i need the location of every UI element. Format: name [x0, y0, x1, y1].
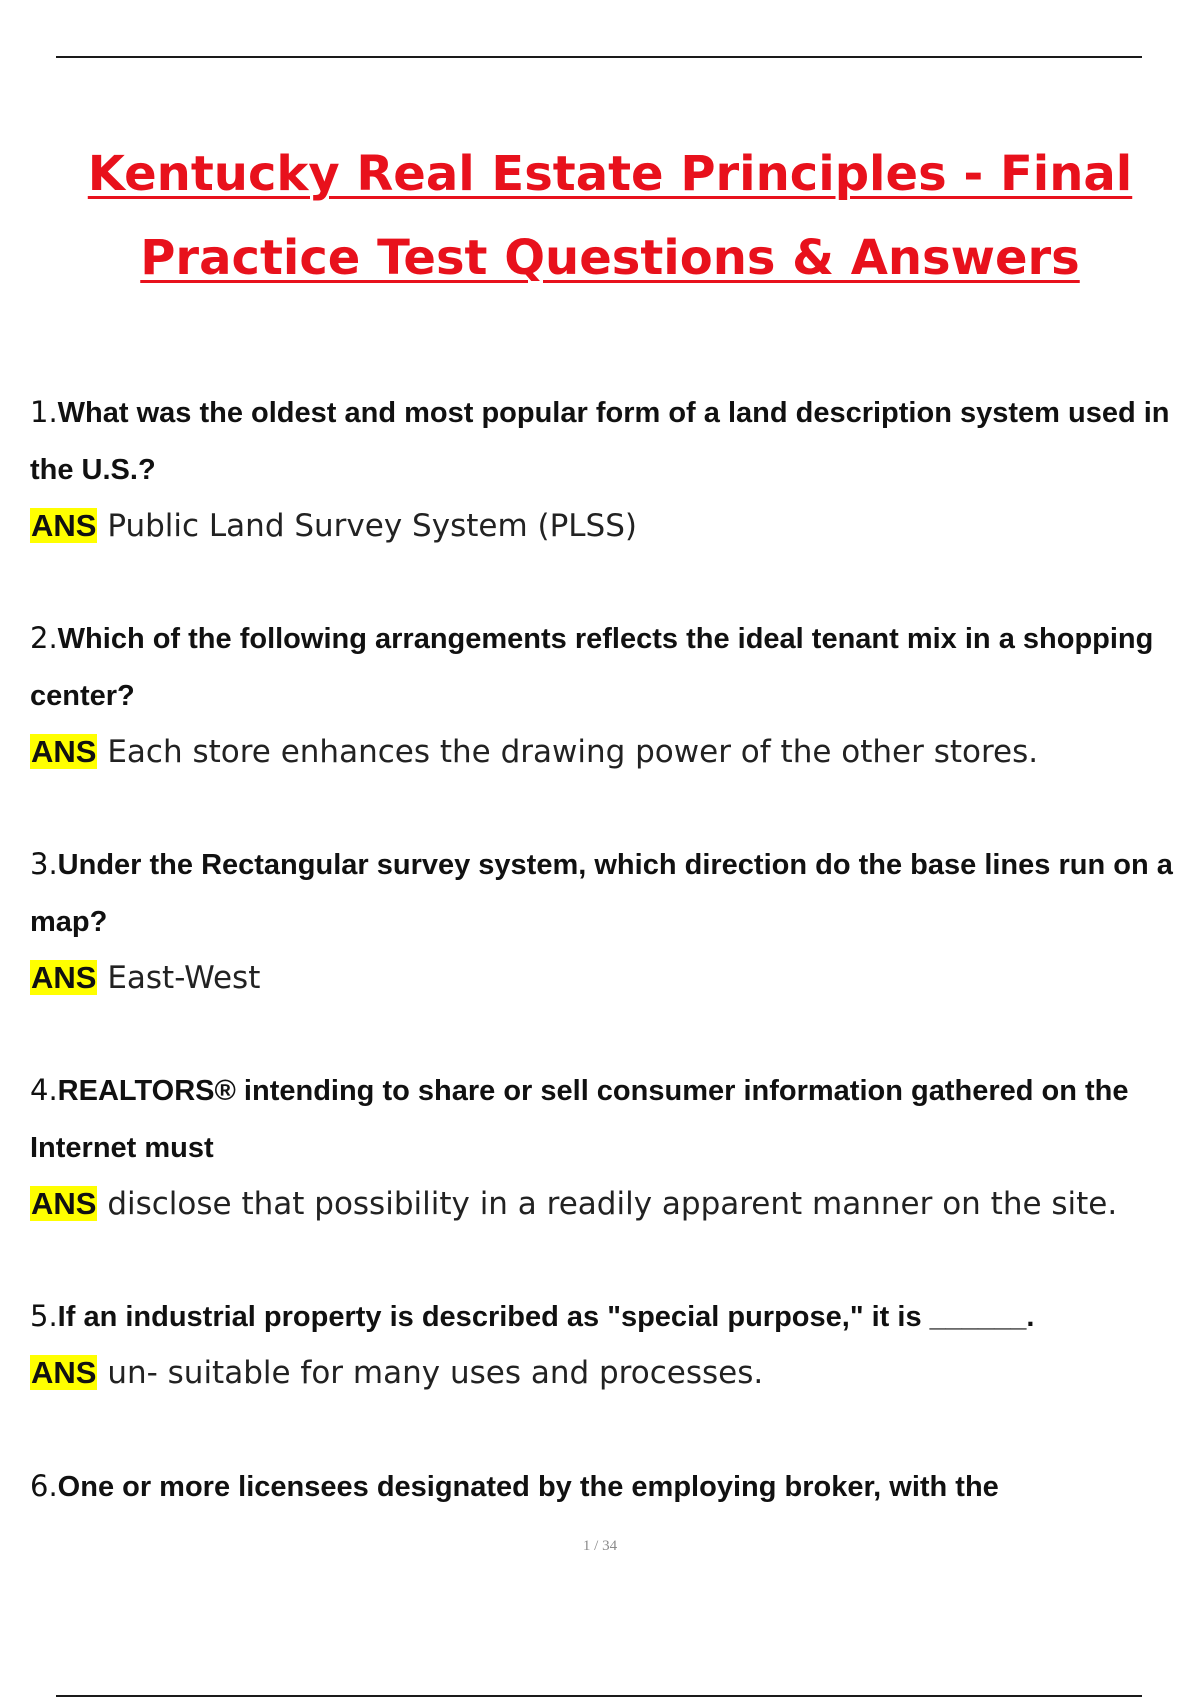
answer-text: Public Land Survey System (PLSS)	[107, 508, 638, 544]
question	[30, 836, 1200, 950]
question-text: REALTORS® intending to share or sell consumer information gathered on the Internet must	[30, 1075, 1129, 1164]
page-number: 1 / 34	[582, 1538, 618, 1554]
question	[30, 1062, 1200, 1176]
answer-tag: ANS	[31, 1355, 97, 1390]
answer-text: East-West	[107, 960, 261, 996]
question-block	[30, 836, 1200, 1006]
question-text: Which of the following arrangements reflects the ideal tenant mix in a shopping center?	[30, 623, 1154, 712]
top-divider	[56, 56, 1142, 58]
question-block	[30, 1458, 1200, 1515]
question-text: If an industrial property is described as "special purpose," it is ______.	[57, 1301, 1035, 1333]
question	[30, 384, 1200, 498]
answer-tag: ANS	[31, 960, 97, 995]
answer-text: Each store enhances the drawing power of the other stores.	[107, 734, 1039, 770]
question-number: 3.	[30, 847, 58, 881]
question-number: 5.	[30, 1299, 58, 1333]
title-line-1: Kentucky Real Estate Principles - Final	[87, 146, 1133, 203]
answer	[30, 1345, 1200, 1401]
question-text: One or more licensees designated by the employing broker, with the	[57, 1471, 999, 1503]
question-block	[30, 384, 1200, 554]
answer-tag: ANS	[31, 1186, 97, 1221]
question-text: Under the Rectangular survey system, which direction do the base lines run on a map?	[30, 849, 1173, 938]
answer-tag: ANS	[31, 734, 97, 769]
question-number: 2.	[30, 621, 58, 655]
answer-tag: ANS	[31, 508, 97, 543]
answer	[30, 950, 1200, 1006]
question-block	[30, 610, 1200, 780]
question-number: 6.	[30, 1469, 58, 1503]
answer	[30, 724, 1200, 780]
document-title	[40, 132, 1180, 300]
question-text: What was the oldest and most popular form of a land description system used in the U.S.?	[30, 397, 1170, 486]
question-block	[30, 1062, 1200, 1232]
question	[30, 1458, 1200, 1515]
answer-text: disclose that possibility in a readily apparent manner on the site.	[107, 1186, 1118, 1222]
question-number: 4.	[30, 1073, 58, 1107]
answer	[30, 1176, 1200, 1232]
question-block	[30, 1288, 1200, 1401]
question-number: 1.	[30, 395, 58, 429]
question	[30, 1288, 1200, 1345]
answer-text: un- suitable for many uses and processes.	[107, 1355, 764, 1391]
question	[30, 610, 1200, 724]
answer	[30, 498, 1200, 554]
title-line-2: Practice Test Questions & Answers	[140, 230, 1080, 287]
bottom-divider	[56, 1695, 1142, 1697]
